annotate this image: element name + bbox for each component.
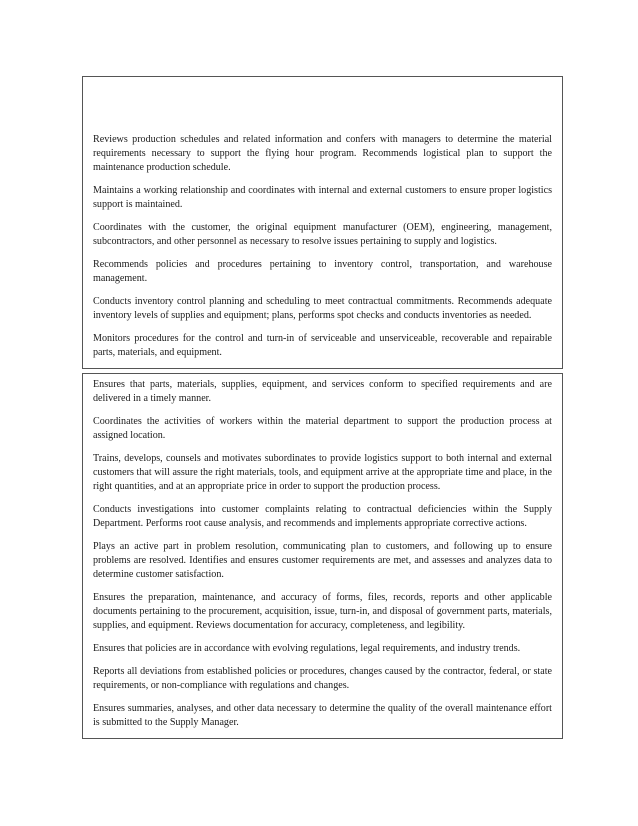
duty-paragraph: Maintains a working relationship and coordinates with internal and external customers to ensure proper logistics support is maintained. bbox=[93, 185, 552, 210]
duty-paragraph: Ensures that policies are in accordance with evolving regulations, legal requirements, and industry trends. bbox=[93, 643, 521, 654]
duty-paragraph: Coordinates with the customer, the original equipment manufacturer (OEM), engineering, management, subcontractors, and other personnel as necessary to resolve issues pertaining to supply and logistics. bbox=[93, 222, 552, 247]
duties-box-top bbox=[82, 76, 563, 369]
duty-paragraph: Ensures summaries, analyses, and other data necessary to determine the quality of the overall maintenance effort is submitted to the Supply Manager. bbox=[93, 703, 552, 728]
duty-paragraph: Trains, develops, counsels and motivates subordinates to provide logistics support to both internal and external customers that will assure the right materials, tools, and equipment arrive at the appropriate time and place, in the right quantities, and at an appropriate price in order to support the production process. bbox=[93, 453, 552, 492]
duty-paragraph: Reports all deviations from established policies or procedures, changes caused by the contractor, federal, or state requirements, or non-compliance with regulations and changes. bbox=[93, 666, 552, 691]
duty-paragraph: Conducts inventory control planning and scheduling to meet contractual commitments. Recommends adequate inventory levels of supplies and equipment; plans, performs spot checks and conducts inventories as needed. bbox=[93, 296, 552, 321]
duty-paragraph: Plays an active part in problem resolution, communicating plan to customers, and following up to ensure problems are resolved. Identifies and ensures customer requirements are met, and assesses and analyzes data to determine customer satisfaction. bbox=[93, 541, 552, 580]
duty-paragraph: Recommends policies and procedures pertaining to inventory control, transportation, and warehouse management. bbox=[93, 259, 552, 284]
duty-paragraph: Monitors procedures for the control and turn-in of serviceable and unserviceable, recoverable and repairable parts, materials, and equipment. bbox=[93, 333, 552, 358]
duty-paragraph: Reviews production schedules and related information and confers with managers to determine the material requirements necessary to support the flying hour program. Recommends logistical plan to support the maintenance production schedule. bbox=[93, 134, 552, 173]
duties-box-bottom bbox=[82, 373, 563, 739]
duty-paragraph: Ensures the preparation, maintenance, and accuracy of forms, files, records, reports and other applicable documents pertaining to the procurement, acquisition, issue, turn-in, and disposal of government parts, materials, supplies, and equipment. Reviews documentation for accuracy, completeness, and legibility. bbox=[93, 592, 552, 631]
duty-paragraph: Conducts investigations into customer complaints relating to contractual deficiencies within the Supply Department. Performs root cause analysis, and recommends and implements appropriate corrective actions. bbox=[93, 504, 552, 529]
duty-paragraph: Coordinates the activities of workers within the material department to support the production process at assigned location. bbox=[93, 416, 552, 441]
duty-paragraph: Ensures that parts, materials, supplies, equipment, and services conform to specified requirements and are delivered in a timely manner. bbox=[93, 379, 552, 404]
